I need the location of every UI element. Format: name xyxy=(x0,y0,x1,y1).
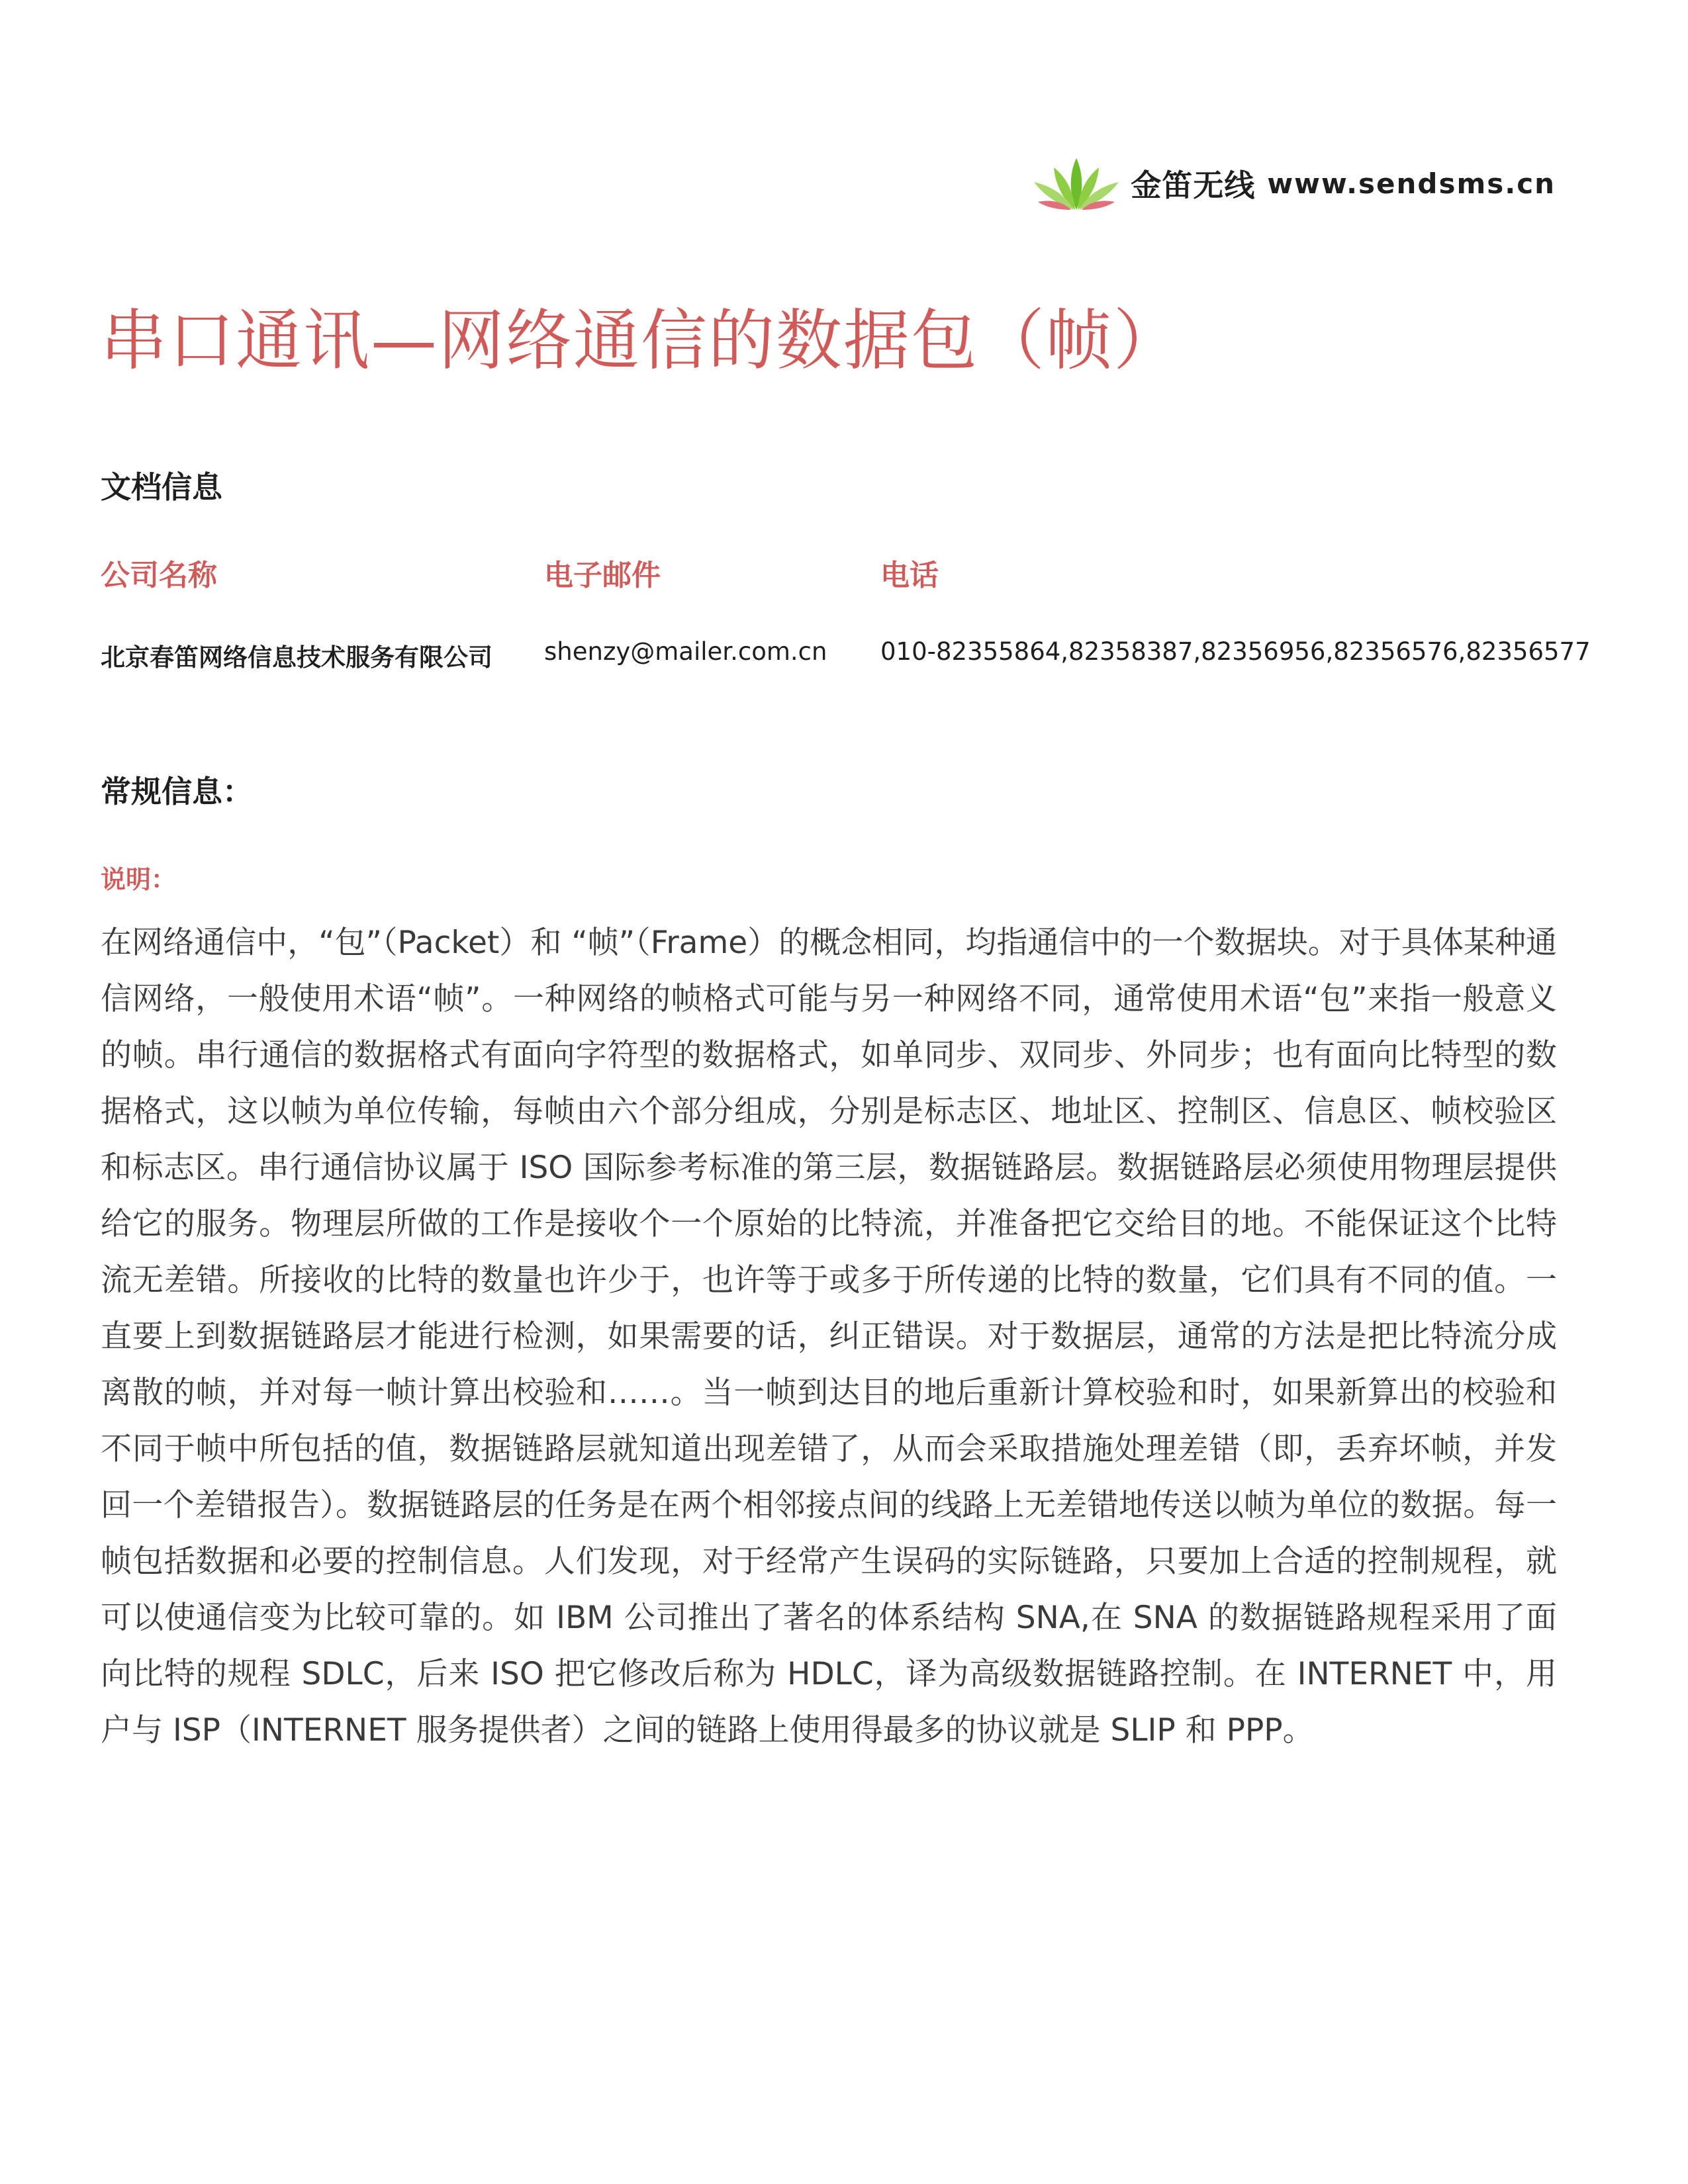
email-value: shenzy@mailer.com.cn xyxy=(544,637,827,666)
brand-name: 金笛无线 xyxy=(1131,167,1256,203)
company-label: 公司名称 xyxy=(101,559,217,592)
brand-header xyxy=(1031,154,1556,213)
brand-url: www.sendsms.cn xyxy=(1267,167,1556,200)
company-value: 北京春笛网络信息技术服务有限公司 xyxy=(101,643,492,672)
leaf-logo-icon xyxy=(1031,156,1121,211)
note-label: 说明： xyxy=(101,865,177,894)
doc-info-heading: 文档信息 xyxy=(101,469,222,505)
phone-label: 电话 xyxy=(880,559,939,592)
general-info-heading: 常规信息： xyxy=(101,774,253,809)
body-paragraph: 在网络通信中，“包”（Packet）和 “帧”（Frame）的概念相同，均指通信中的一个数据块。对于具体某种通信网络，一般使用术语“帧”。一种网络的帧格式可能与另一种网络不同，通常使用术语“包”来指一般意义的帧。串行通信的数据格式有面向字符型的数据格式，如单同步、双同步、外同步；也有面向比特型的数据格式，这以帧为单位传输，每帧由六个部分组成，分别是标志区、地址区、控制区、信息区、帧校验区和标志区。串行通信协议属于 ISO 国际参考标准的第三层，数据链路层。数据链路层必须使用物理层提供给它的服务。物理层所做的工作是接收个一个原始的比特流，并准备把它交给目的地。不能保证这个比特流无差错。所接收的比特的数量也许少于，也许等于或多于所传递的比特的数量，它们具有不同的值。一直要上到数据链路层才能进行检测，如果需要的话，纠正错误。对于数据层，通常的方法是把比特流分成离散的帧，并对每一帧计算出校验和……。当一帧到达目的地后重新计算校验和时，如果新算出的校验和不同于帧中所包括的值，数据链路层就知道出现差错了，从而会采取措施处理差错（即，丢弃坏帧，并发回一个差错报告）。数据链路层的任务是在两个相邻接点间的线路上无差错地传送以帧为单位的数据。每一帧包括数据和必要的控制信息。人们发现，对于经常产生误码的实际链路，只要加上合适的控制规程，就可以使通信变为比较可靠的。如 IBM 公司推出了著名的体系结构 SNA,在 SNA 的数据链路规程采用了面向比特的规程 SDLC，后来 ISO 把它修改后称为 HDLC，译为高级数据链路控制。在 INTERNET 中，用户与 ISP（INTERNET 服务提供者）之间的链路上使用得最多的协议就是 SLIP 和 PPP。 xyxy=(101,925,1557,1749)
phone-value: 010-82355864,82358387,82356956,82356576,82356577 xyxy=(880,637,1591,666)
email-label: 电子邮件 xyxy=(544,559,661,592)
document-title: 串口通讯—网络通信的数据包（帧） xyxy=(101,302,1181,379)
